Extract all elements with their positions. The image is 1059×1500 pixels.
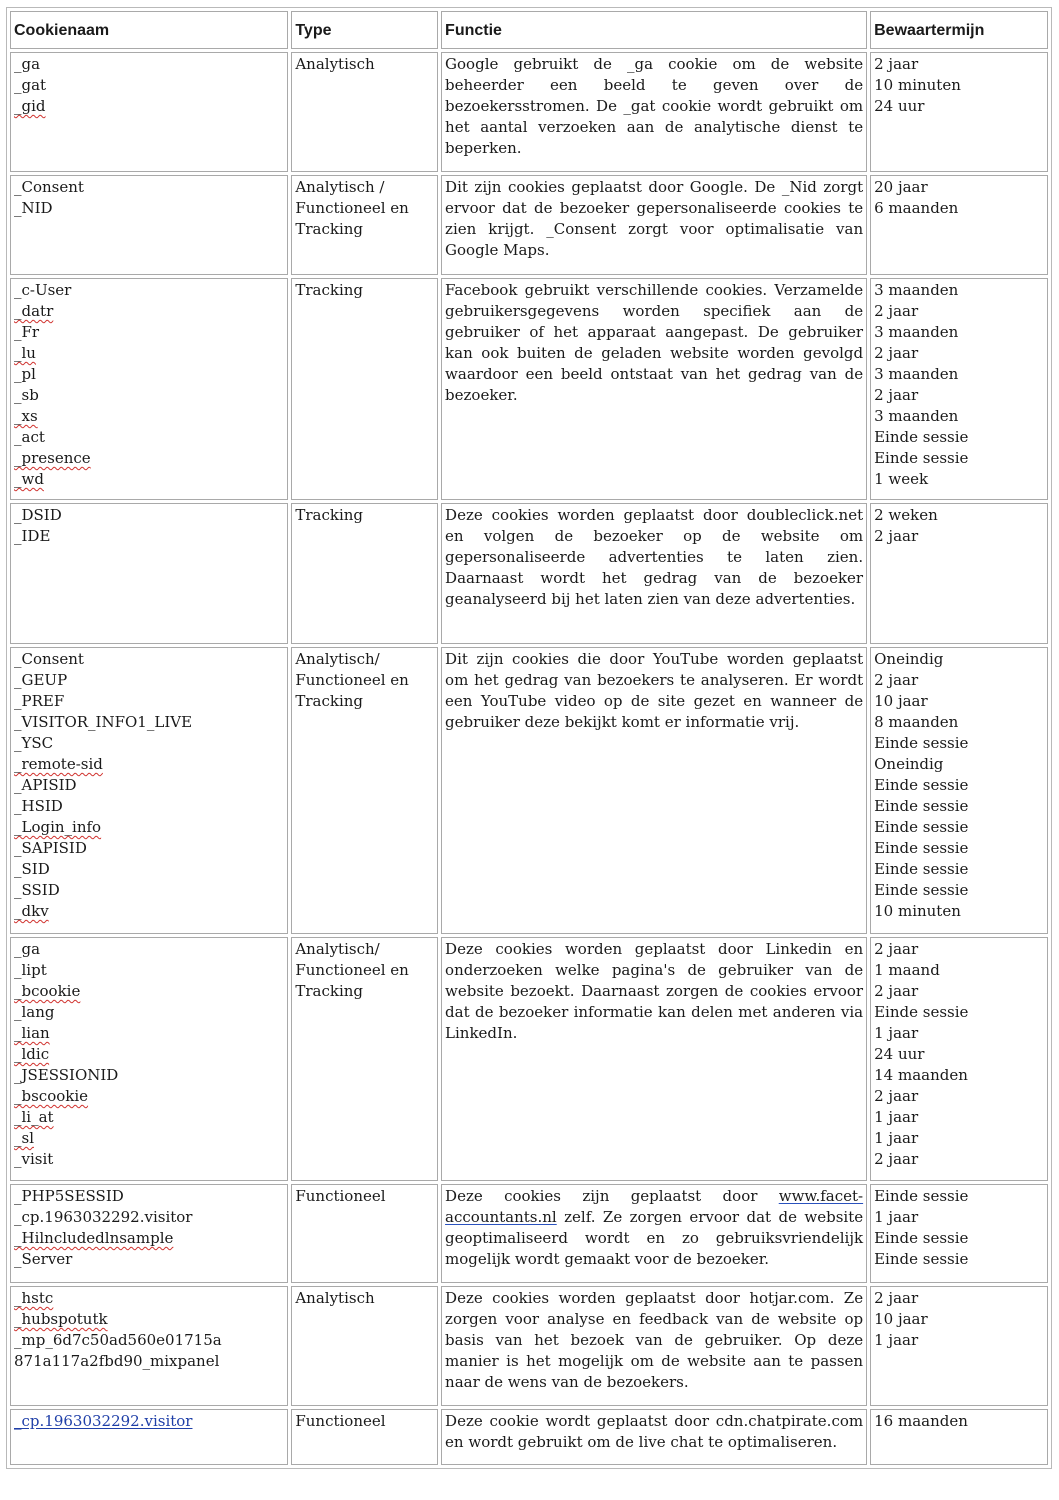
retention-term: 1 week bbox=[874, 470, 929, 488]
retention-term: 2 jaar bbox=[874, 1087, 919, 1105]
retention-term: Einde sessie bbox=[874, 1003, 969, 1021]
cookie-function-cell: Dit zijn cookies geplaatst door Google. De _Nid zorgt ervoor dat de bezoeker gepersonaliseerde cookies te zien krijgt. _Consent zorgt voor optimalisatie van Google Maps. bbox=[441, 175, 867, 275]
cookie-names-cell bbox=[10, 175, 288, 275]
retention-term: 1 jaar bbox=[874, 1024, 919, 1042]
retention-term: 2 jaar bbox=[874, 344, 919, 362]
cookie-name: _sl bbox=[14, 1129, 34, 1147]
table-row bbox=[10, 1409, 1048, 1465]
cookie-table bbox=[7, 8, 1051, 1468]
cookie-name: _lang bbox=[14, 1003, 55, 1021]
retention-term: 10 minuten bbox=[874, 76, 961, 94]
cookie-function-cell: Google gebruikt de _ga cookie om de website beheerder een beeld te geven over de bezoekersstromen. De _gat cookie wordt gebruikt om het aantal verzoeken aan de analytische dienst te beperken. bbox=[441, 52, 867, 172]
cookie-terms-cell bbox=[870, 278, 1048, 500]
retention-term: Einde sessie bbox=[874, 839, 969, 857]
cookie-name: _presence bbox=[14, 449, 91, 467]
retention-term: Oneindig bbox=[874, 755, 944, 773]
header-type: Type bbox=[291, 11, 438, 49]
retention-term: 6 maanden bbox=[874, 199, 959, 217]
cookie-name: _gid bbox=[14, 97, 46, 115]
retention-term: 10 jaar bbox=[874, 692, 928, 710]
cookie-name: _YSC bbox=[14, 734, 54, 752]
cookie-name: _ga bbox=[14, 55, 41, 73]
retention-term: 3 maanden bbox=[874, 281, 959, 299]
table-row bbox=[10, 1286, 1048, 1406]
retention-term: 10 jaar bbox=[874, 1310, 928, 1328]
cookie-function-cell: Dit zijn cookies die door YouTube worden geplaatst om het gedrag van bezoekers te analyseren. Er wordt een YouTube video op de site gezet en wanneer de gebruiker deze bekijkt komt er informatie vrij. bbox=[441, 647, 867, 934]
retention-term: 1 maand bbox=[874, 961, 940, 979]
retention-term: 10 minuten bbox=[874, 902, 961, 920]
cookie-name: _Server bbox=[14, 1250, 73, 1268]
cookie-name: _remote-sid bbox=[14, 755, 103, 773]
cookie-type-cell: Functioneel bbox=[291, 1409, 438, 1465]
cookie-name: _mp_6d7c50ad560e01715a bbox=[14, 1331, 222, 1349]
cookie-type-cell: Analytisch/ Functioneel en Tracking bbox=[291, 937, 438, 1181]
cookie-function-cell: Deze cookies worden geplaatst door hotjar.com. Ze zorgen voor analyse en feedback van de website op basis van het bezoek van de gebruiker. Op deze manier is het mogelijk om de website aan te passen naar de wens van de bezoekers. bbox=[441, 1286, 867, 1406]
cookie-type-cell: Analytisch / Functioneel en Tracking bbox=[291, 175, 438, 275]
cookie-name: _Fr bbox=[14, 323, 40, 341]
cookie-names-cell bbox=[10, 937, 288, 1181]
retention-term: 2 jaar bbox=[874, 940, 919, 958]
cookie-name: _PREF bbox=[14, 692, 65, 710]
retention-term: 1 jaar bbox=[874, 1331, 919, 1349]
cookie-name: _visit bbox=[14, 1150, 54, 1168]
header-functie: Functie bbox=[441, 11, 867, 49]
retention-term: 16 maanden bbox=[874, 1412, 968, 1430]
retention-term: Einde sessie bbox=[874, 428, 969, 446]
retention-term: Einde sessie bbox=[874, 1187, 969, 1205]
retention-term: 1 jaar bbox=[874, 1129, 919, 1147]
cookie-names-cell bbox=[10, 1286, 288, 1406]
retention-term: Einde sessie bbox=[874, 449, 969, 467]
retention-term: Einde sessie bbox=[874, 818, 969, 836]
cookie-function-cell bbox=[441, 1184, 867, 1283]
cookie-name: _HSID bbox=[14, 797, 63, 815]
cookie-name: _Login_info bbox=[14, 818, 102, 836]
retention-term: 2 weken bbox=[874, 506, 938, 524]
header-row bbox=[10, 11, 1048, 49]
cookie-function-cell: Facebook gebruikt verschillende cookies. Verzamelde gebruikersgegevens worden specifiek aan de gebruiker of het apparaat aangepast. De gebruiker kan ook buiten de geladen website worden gevolgd waardoor een beeld ontstaat van het gedrag van de bezoeker. bbox=[441, 278, 867, 500]
retention-term: Einde sessie bbox=[874, 734, 969, 752]
cookie-type-cell: Tracking bbox=[291, 503, 438, 644]
cookie-terms-cell bbox=[870, 503, 1048, 644]
retention-term: Einde sessie bbox=[874, 881, 969, 899]
cookie-name: _c-User bbox=[14, 281, 72, 299]
cookie-name: _lu bbox=[14, 344, 36, 362]
header-bewaartermijn: Bewaartermijn bbox=[870, 11, 1048, 49]
cookie-names-cell bbox=[10, 647, 288, 934]
cookie-name: _bscookie bbox=[14, 1087, 89, 1105]
cookie-name: _hstc bbox=[14, 1289, 54, 1307]
cookie-name: _JSESSIONID bbox=[14, 1066, 119, 1084]
cookie-type-cell: Analytisch bbox=[291, 1286, 438, 1406]
cookie-type-cell: Functioneel bbox=[291, 1184, 438, 1283]
cookie-type-cell: Analytisch/ Functioneel en Tracking bbox=[291, 647, 438, 934]
cookie-terms-cell bbox=[870, 52, 1048, 172]
cookie-terms-cell bbox=[870, 1184, 1048, 1283]
retention-term: Oneindig bbox=[874, 650, 944, 668]
cookie-name: _PHP5SESSID bbox=[14, 1187, 124, 1205]
retention-term: 1 jaar bbox=[874, 1108, 919, 1126]
retention-term: 14 maanden bbox=[874, 1066, 968, 1084]
cookie-name: _Hilncludedlnsample bbox=[14, 1229, 174, 1247]
retention-term: 2 jaar bbox=[874, 982, 919, 1000]
cookie-name: 871a117a2fbd90_mixpanel bbox=[14, 1352, 220, 1370]
retention-term: 3 maanden bbox=[874, 365, 959, 383]
cookie-function-cell: Deze cookies worden geplaatst door doubleclick.net en volgen de bezoeker op de website om gepersonaliseerde advertenties te laten zien. Daarnaast wordt het gedrag van de bezoeker geanalyseerd bij het laten zien van deze advertenties. bbox=[441, 503, 867, 644]
cookie-name: _GEUP bbox=[14, 671, 68, 689]
cookie-name: _VISITOR_INFO1_LIVE bbox=[14, 713, 193, 731]
cookie-names-cell bbox=[10, 1409, 288, 1465]
cookie-name: _gat bbox=[14, 76, 47, 94]
retention-term: 8 maanden bbox=[874, 713, 959, 731]
retention-term: 2 jaar bbox=[874, 671, 919, 689]
retention-term: 1 jaar bbox=[874, 1208, 919, 1226]
cookie-terms-cell bbox=[870, 937, 1048, 1181]
retention-term: 3 maanden bbox=[874, 407, 959, 425]
retention-term: 24 uur bbox=[874, 1045, 925, 1063]
cookie-document bbox=[7, 8, 1051, 1468]
cookie-name: _IDE bbox=[14, 527, 51, 545]
cookie-names-cell bbox=[10, 503, 288, 644]
cookie-name: _act bbox=[14, 428, 45, 446]
cookie-function-cell: Deze cookie wordt geplaatst door cdn.chatpirate.com en wordt gebruikt om de live chat te optimaliseren. bbox=[441, 1409, 867, 1465]
retention-term: 20 jaar bbox=[874, 178, 928, 196]
retention-term: 3 maanden bbox=[874, 323, 959, 341]
cookie-type-cell: Tracking bbox=[291, 278, 438, 500]
function-text: Deze cookies zijn geplaatst door bbox=[445, 1187, 779, 1205]
cookie-names-cell bbox=[10, 278, 288, 500]
table-row bbox=[10, 1184, 1048, 1283]
function-text: zelf. Ze zorgen ervoor dat de website geoptimaliseerd wordt en zo gebruiksvriendelijk mogelijk wordt gemaakt voor de bezoeker. bbox=[445, 1208, 864, 1268]
cookie-terms-cell bbox=[870, 1286, 1048, 1406]
cookie-name: _APISID bbox=[14, 776, 77, 794]
cookie-type-cell: Analytisch bbox=[291, 52, 438, 172]
cookie-name: _ldic bbox=[14, 1045, 50, 1063]
retention-term: Einde sessie bbox=[874, 860, 969, 878]
retention-term: Einde sessie bbox=[874, 797, 969, 815]
cookie-names-cell bbox=[10, 1184, 288, 1283]
cookie-names-cell bbox=[10, 52, 288, 172]
cookie-name: _datr bbox=[14, 302, 54, 320]
cookie-name: _dkv bbox=[14, 902, 49, 920]
cookie-name: _lipt bbox=[14, 961, 47, 979]
table-row bbox=[10, 175, 1048, 275]
cookie-name: _cp.1963032292.visitor bbox=[14, 1208, 193, 1226]
retention-term: 2 jaar bbox=[874, 302, 919, 320]
cookie-name: _DSID bbox=[14, 506, 62, 524]
cookie-name: _Consent bbox=[14, 178, 84, 196]
cookie-name: _pl bbox=[14, 365, 36, 383]
cookie-function-cell: Deze cookies worden geplaatst door Linkedin en onderzoeken welke pagina's de gebruiker van de website bezoekt. Daarnaast zorgen de cookies ervoor dat de bezoeker informatie kan delen met anderen via LinkedIn. bbox=[441, 937, 867, 1181]
retention-term: 24 uur bbox=[874, 97, 925, 115]
website-link[interactable]: www.facet-accountants.nl bbox=[445, 1187, 864, 1226]
cookie-name: _bcookie bbox=[14, 982, 81, 1000]
cookie-name: _sb bbox=[14, 386, 39, 404]
cookie-name: _NID bbox=[14, 199, 53, 217]
cookie-name: _hubspotutk bbox=[14, 1310, 108, 1328]
table-row bbox=[10, 647, 1048, 934]
retention-term: 2 jaar bbox=[874, 386, 919, 404]
table-row bbox=[10, 937, 1048, 1181]
cookie-name: _li_at bbox=[14, 1108, 54, 1126]
cookie-name: _ga bbox=[14, 940, 41, 958]
cookie-name[interactable]: _cp.1963032292.visitor bbox=[14, 1412, 193, 1430]
cookie-name: _SSID bbox=[14, 881, 60, 899]
cookie-name: _Consent bbox=[14, 650, 84, 668]
table-row bbox=[10, 503, 1048, 644]
table-row bbox=[10, 52, 1048, 172]
retention-term: 2 jaar bbox=[874, 527, 919, 545]
cookie-name: _SID bbox=[14, 860, 50, 878]
retention-term: Einde sessie bbox=[874, 1250, 969, 1268]
cookie-terms-cell bbox=[870, 647, 1048, 934]
retention-term: 2 jaar bbox=[874, 1150, 919, 1168]
cookie-terms-cell bbox=[870, 1409, 1048, 1465]
cookie-name: _xs bbox=[14, 407, 38, 425]
header-cookienaam: Cookienaam bbox=[10, 11, 288, 49]
table-row bbox=[10, 278, 1048, 500]
cookie-terms-cell bbox=[870, 175, 1048, 275]
retention-term: 2 jaar bbox=[874, 55, 919, 73]
retention-term: Einde sessie bbox=[874, 1229, 969, 1247]
cookie-name: _SAPISID bbox=[14, 839, 87, 857]
cookie-name: _lian bbox=[14, 1024, 50, 1042]
retention-term: Einde sessie bbox=[874, 776, 969, 794]
cookie-name: _wd bbox=[14, 470, 44, 488]
retention-term: 2 jaar bbox=[874, 1289, 919, 1307]
